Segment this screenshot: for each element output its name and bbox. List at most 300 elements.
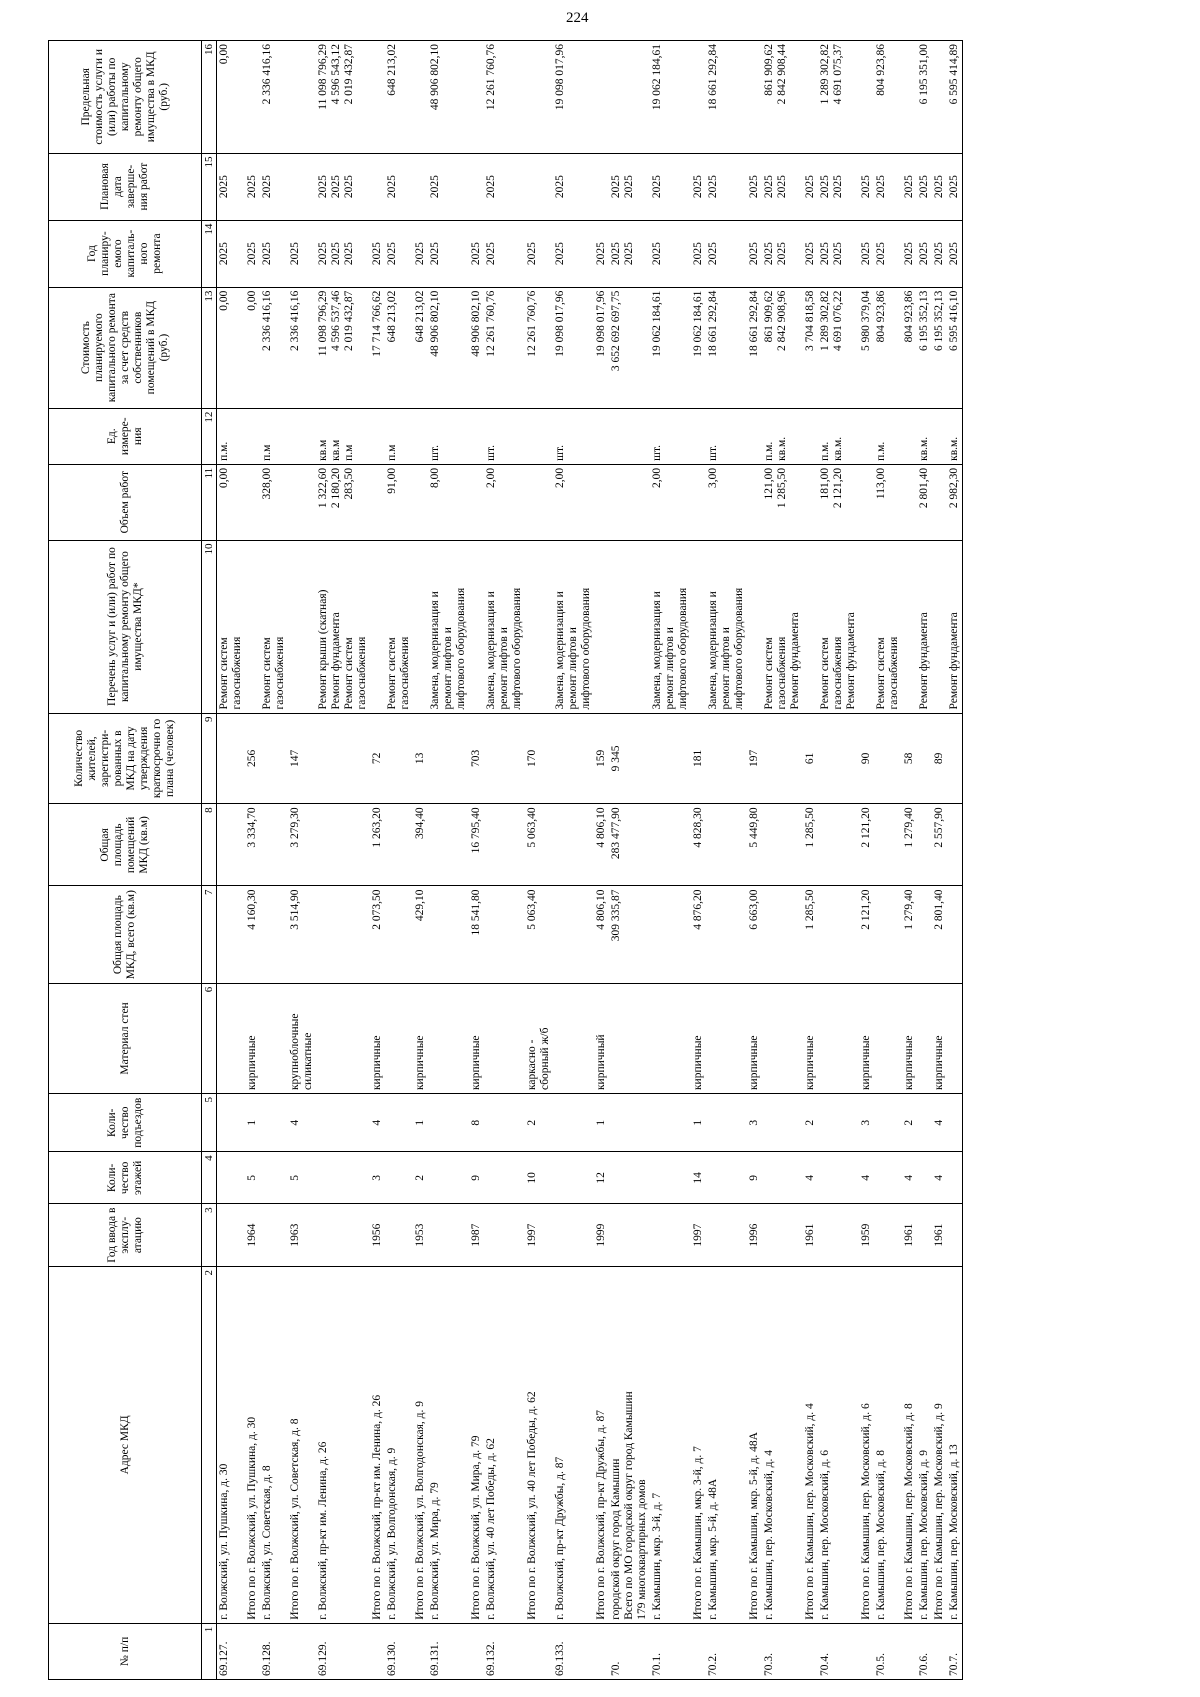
table-cell (260, 983, 288, 1093)
table-cell: 89 (932, 713, 947, 804)
table-cell: 4 (902, 1152, 917, 1204)
table-cell: 181 (691, 713, 706, 804)
table-cell: 2 336 416,16 (288, 287, 316, 408)
table-cell (428, 1094, 469, 1152)
table-cell (260, 713, 288, 804)
table-cell (553, 1204, 594, 1267)
table-cell: 648 213,02 (385, 287, 413, 408)
table-cell (818, 1094, 859, 1152)
table-cell: Ремонт фундамента (947, 540, 963, 713)
table-cell: кв.м кв.м п.м (316, 408, 370, 464)
table-cell: 3 514,90 (288, 886, 316, 983)
table-cell: 70.4. (818, 1623, 859, 1679)
table-cell (385, 713, 413, 804)
table-row (706, 41, 747, 1680)
table-cell: 0,00 (217, 41, 246, 154)
table-cell: 2025 2025 (609, 153, 650, 220)
table-row (260, 41, 288, 1680)
column-number: 10 (202, 540, 217, 713)
table-cell (316, 1152, 370, 1204)
table-cell: 14 (691, 1152, 706, 1204)
table-cell: 3 334,70 (245, 804, 260, 886)
table-row (428, 41, 469, 1680)
table-cell (691, 41, 706, 154)
table-cell (413, 153, 428, 220)
table-cell: 69.127. (217, 1623, 246, 1679)
table-row (553, 41, 594, 1680)
table-cell (947, 886, 963, 983)
table-cell (902, 540, 917, 713)
table-cell (370, 1623, 385, 1679)
table-cell (260, 1204, 288, 1267)
table-cell (650, 804, 691, 886)
column-header: Адрес МКД (49, 1267, 202, 1624)
column-header: Перечень услуг и (или) работ по капитальному ремонту общего имущества МКД* (49, 540, 202, 713)
table-row (316, 41, 370, 1680)
column-header: Год планиру-емого капиталь-ного ремонта (49, 220, 202, 287)
table-cell: 1959 (859, 1204, 874, 1267)
table-cell: 48 906 802,10 (428, 287, 469, 408)
table-cell: 70. (609, 1623, 650, 1679)
table-cell: 16 795,40 (469, 804, 484, 886)
total-row (803, 41, 818, 1680)
table-cell: Замена, модернизация и ремонт лифтов и лифтового оборудования (553, 540, 594, 713)
table-row (217, 41, 246, 1680)
table-cell: 5 980 379,04 (859, 287, 874, 408)
table-cell: 69.129. (316, 1623, 370, 1679)
table-cell (902, 408, 917, 464)
table-cell (947, 713, 963, 804)
table-cell (428, 1204, 469, 1267)
table-cell: 2025 (385, 220, 413, 287)
table-cell: 4 828,30 (691, 804, 706, 886)
table-cell: 394,40 (413, 804, 428, 886)
table-cell: Замена, модернизация и ремонт лифтов и лифтового оборудования (484, 540, 525, 713)
table-cell (385, 1152, 413, 1204)
table-cell (650, 713, 691, 804)
table-cell: Итого по г. Волжский, пр-кт им. Ленина, д. 26 (370, 1267, 385, 1624)
table-cell: 18 661 292,84 (747, 287, 762, 408)
table-cell (803, 464, 818, 540)
table-cell (706, 804, 747, 886)
table-cell (706, 713, 747, 804)
table-cell (609, 1204, 650, 1267)
column-number: 13 (202, 287, 217, 408)
table-row (947, 41, 963, 1680)
table-cell (917, 1204, 932, 1267)
table-cell: 256 (245, 713, 260, 804)
column-number-row (202, 41, 217, 1680)
table-cell (217, 886, 246, 983)
table-cell: 2025 (525, 220, 553, 287)
table-cell (217, 1094, 246, 1152)
table-cell: 2 336 416,16 (260, 41, 288, 154)
table-cell: г. Камышин, пер. Московский, д. 6 (818, 1267, 859, 1624)
table-cell: 2025 (803, 153, 818, 220)
header-row (49, 41, 202, 1680)
table-cell: городской округ город Камышин Всего по МО городской округ город Камышин 179 многоквартирных домов (609, 1267, 650, 1624)
table-cell: Ремонт систем газоснабжения (260, 540, 288, 713)
column-number: 4 (202, 1152, 217, 1204)
table-cell (691, 464, 706, 540)
table-cell: 3 (370, 1152, 385, 1204)
table-cell (385, 886, 413, 983)
table-cell: Ремонт систем газоснабжения (217, 540, 246, 713)
table-cell (902, 41, 917, 154)
table-cell: кв.м. (947, 408, 963, 464)
table-cell: 2025 2025 (609, 220, 650, 287)
table-cell: 1963 (288, 1204, 316, 1267)
table-cell: 70.1. (650, 1623, 691, 1679)
table-cell (385, 1204, 413, 1267)
table-cell: 2025 (469, 220, 484, 287)
table-cell (553, 886, 594, 983)
table-cell: 11 098 796,29 4 596 537,46 2 019 432,87 (316, 287, 370, 408)
table-cell (609, 1094, 650, 1152)
table-cell: 90 (859, 713, 874, 804)
table-cell (428, 713, 469, 804)
table-cell (316, 1094, 370, 1152)
table-cell (316, 713, 370, 804)
table-row (762, 41, 803, 1680)
table-cell: Ремонт фундамента (917, 540, 932, 713)
total-row (594, 41, 609, 1680)
table-cell: 703 (469, 713, 484, 804)
table-cell: 10 (525, 1152, 553, 1204)
table-cell: кв.м. (917, 408, 932, 464)
column-header: Общая площадь помещений МКД (кв.м) (49, 804, 202, 886)
table-cell: 4 160,30 (245, 886, 260, 983)
table-cell: 804 923,86 (902, 287, 917, 408)
table-cell: кирпичные (803, 983, 818, 1093)
table-cell: 19 062 184,61 (650, 41, 691, 154)
table-cell: 0,00 (245, 287, 260, 408)
table-cell (874, 804, 902, 886)
table-cell (428, 804, 469, 886)
table-cell: 3 704 818,58 (803, 287, 818, 408)
table-cell: 861 909,62 2 842 908,96 (762, 287, 803, 408)
table-cell: 5 063,40 (525, 804, 553, 886)
table-cell (245, 540, 260, 713)
table-cell (650, 1152, 691, 1204)
table-cell: 2025 (947, 153, 963, 220)
table-cell: 1 279,40 (902, 886, 917, 983)
table-cell: п.м. кв.м. (762, 408, 803, 464)
column-header: Материал стен (49, 983, 202, 1093)
table-cell (469, 408, 484, 464)
table-cell: 2 801,40 (917, 464, 932, 540)
table-cell (762, 713, 803, 804)
table-cell: 8 (469, 1094, 484, 1152)
table-cell: 12 (594, 1152, 609, 1204)
table-cell: 2025 (245, 220, 260, 287)
column-number: 11 (202, 464, 217, 540)
table-cell: 0,00 (217, 287, 246, 408)
table-cell: 1 263,20 (370, 804, 385, 886)
column-number: 1 (202, 1623, 217, 1679)
table-cell: 1997 (691, 1204, 706, 1267)
table-cell: 2,00 (553, 464, 594, 540)
table-cell: 2025 (428, 153, 469, 220)
table-cell: Ремонт крыши (скатная) Ремонт фундамента Ремонт систем газоснабжения (316, 540, 370, 713)
table-cell: 2 073,50 (370, 886, 385, 983)
table-cell (594, 540, 609, 713)
table-cell: кирпичные (691, 983, 706, 1093)
table-cell (762, 1152, 803, 1204)
table-cell: кирпичные (469, 983, 484, 1093)
table-cell: Итого по г. Волжский, ул. Волгодонская, д. 9 (413, 1267, 428, 1624)
table-cell: п.м. кв.м. (818, 408, 859, 464)
table-cell (370, 41, 385, 154)
column-number: 9 (202, 713, 217, 804)
table-cell: 1 (413, 1094, 428, 1152)
table-cell: 19 098 017,96 (594, 287, 609, 408)
table-cell (706, 1204, 747, 1267)
table-cell (413, 1623, 428, 1679)
table-cell (609, 540, 650, 713)
table-cell: 9 (747, 1152, 762, 1204)
table-cell: 6 595 414,89 (947, 41, 963, 154)
table-cell: п.м (385, 408, 413, 464)
table-cell: 2025 (385, 153, 413, 220)
column-header: Коли-чество подъездов (49, 1094, 202, 1152)
table-cell: п.м. (874, 408, 902, 464)
table-cell: 2025 (288, 220, 316, 287)
table-cell: 18 661 292,84 (706, 287, 747, 408)
table-cell: 2025 (370, 220, 385, 287)
table-cell: 2025 (917, 220, 932, 287)
table-row (609, 41, 650, 1680)
table-cell: 121,00 1 285,50 (762, 464, 803, 540)
table-cell: г. Волжский, пр-кт им. Ленина, д. 26 (316, 1267, 370, 1624)
table-cell: 1 (594, 1094, 609, 1152)
table-cell: 1987 (469, 1204, 484, 1267)
table-cell (947, 1094, 963, 1152)
table-cell (217, 983, 246, 1093)
rotated-table-container (48, 40, 1168, 1680)
table-cell (947, 1152, 963, 1204)
table-cell (747, 540, 762, 713)
table-cell: 4 (288, 1094, 316, 1152)
table-row (874, 41, 902, 1680)
table-cell: кирпичные (902, 983, 917, 1093)
table-cell: Замена, модернизация и ремонт лифтов и лифтового оборудования (428, 540, 469, 713)
table-cell: 1 322,60 2 180,20 283,50 (316, 464, 370, 540)
table-cell: 2,00 (650, 464, 691, 540)
table-cell: шт. (484, 408, 525, 464)
table-cell: 2025 2025 (818, 220, 859, 287)
table-cell: 1961 (803, 1204, 818, 1267)
table-cell (917, 886, 932, 983)
table-cell: 61 (803, 713, 818, 804)
table-cell: кирпичные (245, 983, 260, 1093)
table-cell: Итого по г. Волжский, ул. Пушкина, д. 30 (245, 1267, 260, 1624)
table-cell (260, 1152, 288, 1204)
table-cell: шт. (428, 408, 469, 464)
table-cell: 2 121,20 (859, 804, 874, 886)
table-cell (385, 1094, 413, 1152)
table-cell: 2025 2025 (762, 220, 803, 287)
table-cell (316, 804, 370, 886)
table-cell: 804 923,86 (874, 41, 902, 154)
table-cell: 2025 (217, 153, 246, 220)
table-cell: Итого по г. Камышин, пер. Московский, д. 9 (932, 1267, 947, 1624)
table-cell: Замена, модернизация и ремонт лифтов и лифтового оборудования (706, 540, 747, 713)
table-cell: Ремонт систем газоснабжения (385, 540, 413, 713)
column-number: 16 (202, 41, 217, 154)
table-cell: 2 121,20 (859, 886, 874, 983)
table-cell: 13 (413, 713, 428, 804)
table-cell (428, 983, 469, 1093)
table-cell (316, 886, 370, 983)
table-cell (874, 1152, 902, 1204)
table-cell: 2025 (553, 220, 594, 287)
table-cell (288, 41, 316, 154)
table-cell: 19 062 184,61 (650, 287, 691, 408)
table-cell (594, 41, 609, 154)
table-cell: 181,00 2 121,20 (818, 464, 859, 540)
table-cell: 2025 2025 (818, 153, 859, 220)
total-row (902, 41, 917, 1680)
table-cell: г. Камышин, мкр. 3-й, д. 7 (650, 1267, 691, 1624)
table-cell: каркасно - сборный ж/б (525, 983, 553, 1093)
table-cell: 5 (245, 1152, 260, 1204)
table-cell: 69.128. (260, 1623, 288, 1679)
table-cell (874, 886, 902, 983)
column-header: Стоимость планируемого капитального ремонта за счет средств собственников помещений в МКД (руб.) (49, 287, 202, 408)
rotated-page (48, 40, 1168, 1680)
table-cell (553, 983, 594, 1093)
table-cell: Ремонт систем газоснабжения Ремонт фундамента (762, 540, 803, 713)
table-cell (260, 1094, 288, 1152)
table-cell (484, 886, 525, 983)
table-cell (484, 1094, 525, 1152)
table-cell: 2 (803, 1094, 818, 1152)
table-cell: 19 098 017,96 (553, 41, 594, 154)
table-cell (469, 540, 484, 713)
table-cell: 1961 (902, 1204, 917, 1267)
table-cell (217, 1152, 246, 1204)
table-cell (859, 1623, 874, 1679)
table-cell: 6 663,00 (747, 886, 762, 983)
table-cell (706, 983, 747, 1093)
table-cell (288, 153, 316, 220)
column-header: Количество жителей, зарегистри-рованных в МКД на дату утверждения краткосрочно го плана (человек) (49, 713, 202, 804)
table-cell: 9 345 (609, 713, 650, 804)
table-cell (609, 408, 650, 464)
table-cell (288, 464, 316, 540)
table-cell: 4 (932, 1094, 947, 1152)
table-cell: 19 098 017,96 (553, 287, 594, 408)
table-cell: 2025 (484, 153, 525, 220)
column-header: Год ввода в эксплу-атацию (49, 1204, 202, 1267)
table-cell: 1 289 302,82 4 691 075,37 (818, 41, 859, 154)
table-cell: 328,00 (260, 464, 288, 540)
table-cell: 2 557,90 (932, 804, 947, 886)
table-cell: 170 (525, 713, 553, 804)
table-cell (245, 41, 260, 154)
table-cell (917, 1152, 932, 1204)
table-cell: 2025 (803, 220, 818, 287)
table-cell: 69.130. (385, 1623, 413, 1679)
table-row (818, 41, 859, 1680)
table-cell (370, 464, 385, 540)
table-cell: шт. (706, 408, 747, 464)
table-cell: 2025 (859, 220, 874, 287)
column-header: Предельная стоимость услуги и (или) работы по капитальному ремонту общего имущества в МКД (руб.) (49, 41, 202, 154)
table-cell (947, 983, 963, 1093)
table-cell (803, 1623, 818, 1679)
table-cell (650, 886, 691, 983)
table-cell (413, 464, 428, 540)
table-row (385, 41, 413, 1680)
table-cell: Ремонт систем газоснабжения (874, 540, 902, 713)
table-cell: 2025 2025 2025 (316, 153, 370, 220)
table-cell: 4 806,10 (594, 886, 609, 983)
table-cell: 70.3. (762, 1623, 803, 1679)
table-cell: 69.133. (553, 1623, 594, 1679)
table-cell (413, 408, 428, 464)
table-cell (747, 464, 762, 540)
table-cell (413, 41, 428, 154)
table-cell (469, 153, 484, 220)
table-cell: шт. (553, 408, 594, 464)
table-cell (245, 408, 260, 464)
table-cell: 19 062 184,61 (691, 287, 706, 408)
total-row (370, 41, 385, 1680)
column-number: 8 (202, 804, 217, 886)
table-row (650, 41, 691, 1680)
table-cell (413, 540, 428, 713)
table-cell: 2025 (217, 220, 246, 287)
table-cell: г. Камышин, пер. Московский, д. 8 (874, 1267, 902, 1624)
table-cell: 70.5. (874, 1623, 902, 1679)
table-cell (525, 540, 553, 713)
table-cell: 48 906 802,10 (428, 41, 469, 154)
table-cell (288, 408, 316, 464)
table-cell: 648 213,02 (413, 287, 428, 408)
table-cell (553, 804, 594, 886)
table-cell: г. Волжский, ул. 40 лет Победы, д. 62 (484, 1267, 525, 1624)
table-cell: 3,00 (706, 464, 747, 540)
table-cell: 69.131. (428, 1623, 469, 1679)
table-cell (594, 408, 609, 464)
table-cell (932, 41, 947, 154)
table-cell: 1 (691, 1094, 706, 1152)
table-cell (747, 1623, 762, 1679)
table-cell (484, 1204, 525, 1267)
table-cell: 2 982,30 (947, 464, 963, 540)
table-cell (525, 408, 553, 464)
table-cell: 2025 (691, 220, 706, 287)
table-cell: 12 261 760,76 (484, 41, 525, 154)
table-cell: 147 (288, 713, 316, 804)
table-cell (932, 540, 947, 713)
table-cell: 4 (932, 1152, 947, 1204)
table-cell (874, 713, 902, 804)
table-cell (245, 1623, 260, 1679)
table-cell: 18 661 292,84 (706, 41, 747, 154)
table-cell: кирпичные (370, 983, 385, 1093)
repair-plan-table (48, 40, 963, 1680)
table-cell: 1 279,40 (902, 804, 917, 886)
table-cell: 2025 (650, 220, 691, 287)
table-cell: 861 909,62 2 842 908,44 (762, 41, 803, 154)
table-cell (469, 464, 484, 540)
table-cell: 70.6. (917, 1623, 932, 1679)
table-body (217, 41, 963, 1680)
table-cell (762, 886, 803, 983)
